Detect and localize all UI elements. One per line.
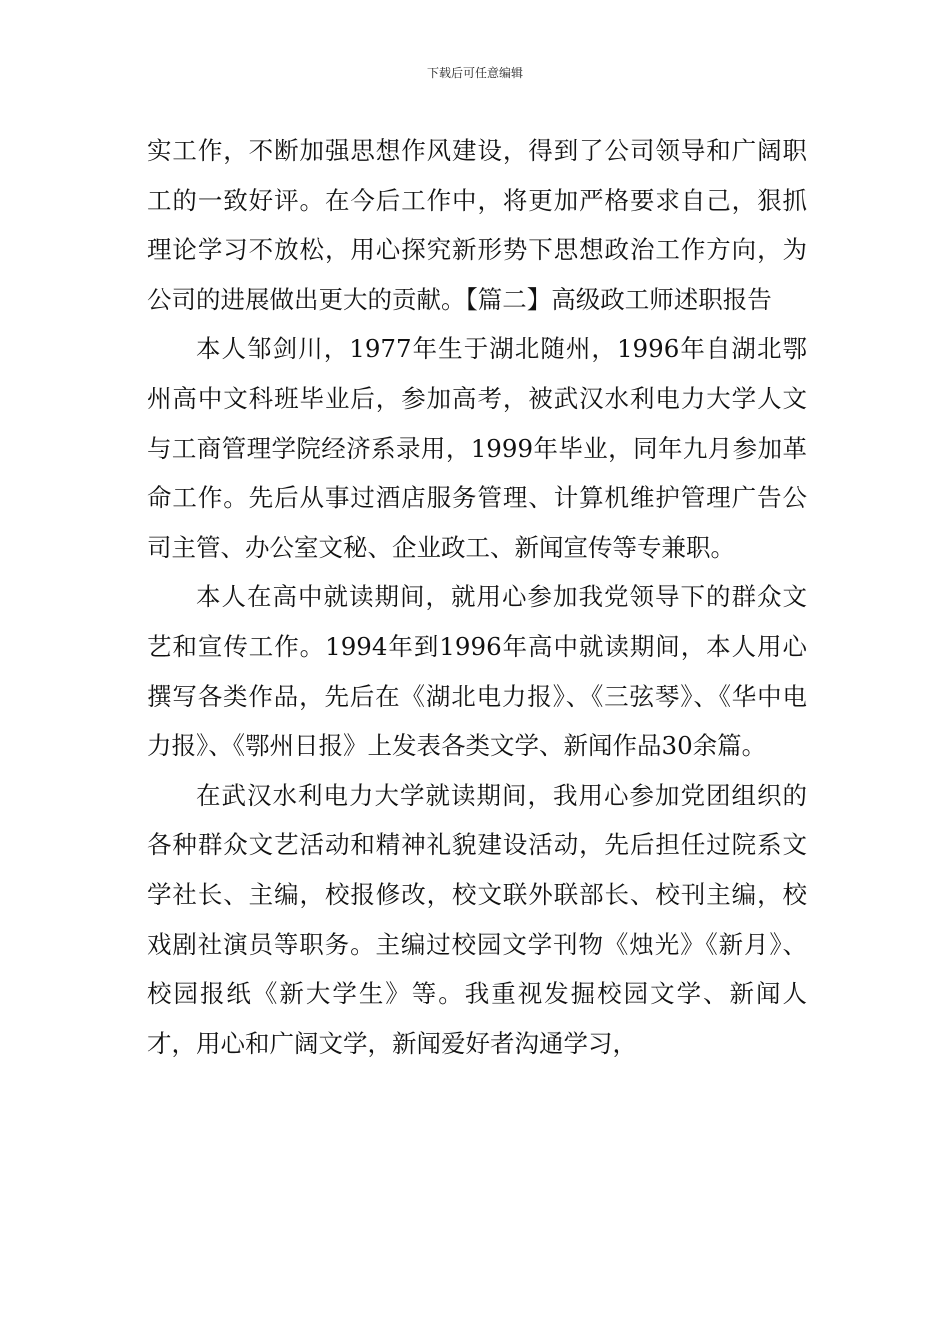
paragraph-university: 在武汉水利电力大学就读期间，我用心参加党团组织的各种群众文艺活动和精神礼貌建设活动，先后担任过院系文学社长、主编，校报修改，校文联外联部长、校刊主编，校戏剧社演员等职务。主编过校园文学刊物《烛光》《新月》、校园报纸《新大学生》等。我重视发掘校园文学、新闻人才，用心和广阔文学，新闻爱好者沟通学习， xyxy=(147,780,807,1058)
page-header: 下载后可任意编辑 xyxy=(426,66,523,80)
paragraph-high-school: 本人在高中就读期间，就用心参加我党领导下的群众文艺和宣传工作。1994年到1996年高中就读期间，本人用心撰写各类作品，先后在《湖北电力报》、《三弦琴》、《华中电力报》、《鄂州日报》上发表各类文学、新闻作品30余篇。 xyxy=(147,582,807,761)
document-body xyxy=(147,126,807,1068)
paragraph-personal-background: 本人邹剑川，1977年生于湖北随州，1996年自湖北鄂州高中文科班毕业后，参加高考，被武汉水利电力大学人文与工商管理学院经济系录用，1999年毕业，同年九月参加革命工作。先后从事过酒店服务管理、计算机维护管理广告公司主管、办公室文秘、企业政工、新闻宣传等专兼职。 xyxy=(147,334,807,562)
paragraph-continuation: 实工作，不断加强思想作风建设，得到了公司领导和广阔职工的一致好评。在今后工作中，将更加严格要求自己，狠抓理论学习不放松，用心探究新形势下思想政治工作方向，为公司的进展做出更大的贡献。【篇二】高级政工师述职报告 xyxy=(147,136,807,314)
